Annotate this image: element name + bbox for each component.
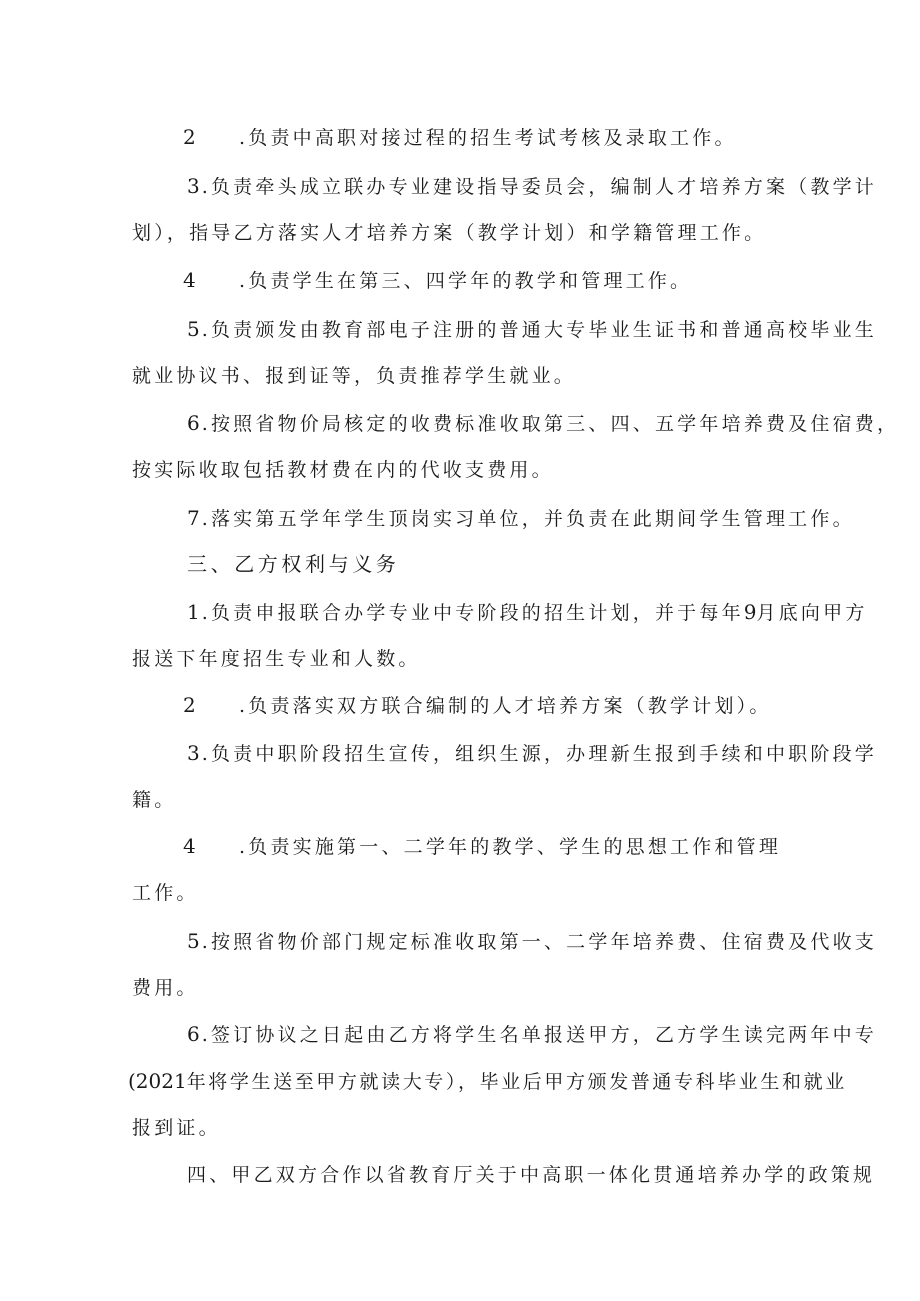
paragraph-7-line-1	[187, 506, 855, 531]
paragraph-3-line-1	[187, 174, 877, 199]
paragraph-text: .落实第五学年学生顶岗实习单位，并负责在此期间学生管理工作。	[201, 508, 855, 530]
paragraph-text: 按实际收取包括教材费在内的代收支费用。	[132, 459, 554, 481]
paragraph-q5-line-1	[187, 929, 877, 954]
paragraph-q4-line-1	[183, 834, 781, 859]
paragraph-q1-line-2	[132, 647, 421, 671]
paragraph-q6-line-1	[187, 1022, 877, 1047]
paragraph-q3-line-2	[132, 788, 176, 812]
paragraph-text: .按照省物价部门规定标准收取第一、二学年培养费、住宿费及代收支	[201, 931, 877, 953]
paragraph-text: 就业协议书、报到证等，负责推荐学生就业。	[132, 365, 577, 387]
paragraph-q3-line-1	[187, 741, 877, 766]
paragraph-2-line-1	[183, 125, 737, 150]
paragraph-5-line-2	[132, 364, 576, 388]
section-heading-4: 四、甲乙双方合作以省教育厅关于中高职一体化贯通培养办学的政策规	[187, 1164, 876, 1186]
paragraph-text: 划），指导乙方落实人才培养方案（教学计划）和学籍管理工作。	[132, 222, 767, 244]
item-number: 2	[183, 693, 196, 717]
paragraph-text: 报到证。	[132, 1117, 221, 1139]
paragraph-q2-line-1	[183, 693, 772, 718]
item-number: 2	[183, 125, 196, 149]
paragraph-text: 月底向甲方	[756, 602, 868, 624]
paragraph-4-line-1	[183, 268, 692, 293]
item-number: 5	[187, 929, 200, 953]
paragraph-text: .负责落实双方联合编制的人才培养方案（教学计划）。	[239, 695, 772, 717]
paragraph-5-line-1	[187, 317, 877, 342]
year-number: (2021	[128, 1069, 187, 1093]
section-heading-3: 三、乙方权利与义务	[187, 552, 400, 576]
item-number: 3	[187, 174, 200, 198]
item-number: 3	[187, 741, 200, 765]
paragraph-text: .负责学生在第三、四学年的教学和管理工作。	[239, 270, 693, 292]
paragraph-text: .签订协议之日起由乙方将学生名单报送甲方，乙方学生读完两年中专	[201, 1024, 877, 1046]
paragraph-text: 籍。	[132, 789, 177, 811]
paragraph-text: .负责中高职对接过程的招生考试考核及录取工作。	[239, 127, 737, 149]
paragraph-text: 工作。	[132, 882, 199, 904]
paragraph-6-line-2	[132, 458, 554, 482]
paragraph-3-line-2	[132, 221, 766, 245]
paragraph-q6-line-3	[132, 1116, 221, 1140]
item-number: 6	[187, 1022, 200, 1046]
paragraph-text: .负责实施第一、二学年的教学、学生的思想工作和管理	[239, 836, 782, 858]
item-number: 5	[187, 317, 200, 341]
paragraph-q4-line-2	[132, 881, 199, 905]
item-number: 4	[183, 268, 196, 292]
paragraph-text: 报送下年度招生专业和人数。	[132, 648, 421, 670]
paragraph-q6-line-2	[128, 1069, 847, 1094]
paragraph-6-line-1	[187, 411, 899, 436]
paragraph-text: 年将学生送至甲方就读大专），毕业后甲方颁发普通专科毕业生和就业	[186, 1071, 847, 1093]
paragraph-text: .负责申报联合办学专业中专阶段的招生计划，并于每年	[201, 602, 744, 624]
item-number: 7	[187, 506, 200, 530]
paragraph-text: .负责牵头成立联办专业建设指导委员会，编制人才培养方案（教学计	[201, 176, 877, 198]
item-number: 1	[187, 600, 200, 624]
paragraph-text: .按照省物价局核定的收费标准收取第三、四、五学年培养费及住宿费，	[201, 413, 900, 435]
paragraph-q1-line-1	[187, 600, 868, 625]
paragraph-text: .负责中职阶段招生宣传，组织生源，办理新生报到手续和中职阶段学	[201, 743, 877, 765]
item-number: 4	[183, 834, 196, 858]
item-number: 6	[187, 411, 200, 435]
paragraph-q5-line-2	[132, 976, 199, 1000]
month-number: 9	[743, 600, 757, 624]
paragraph-text: .负责颁发由教育部电子注册的普通大专毕业生证书和普通高校毕业生	[201, 319, 877, 341]
paragraph-text: 费用。	[132, 977, 199, 999]
